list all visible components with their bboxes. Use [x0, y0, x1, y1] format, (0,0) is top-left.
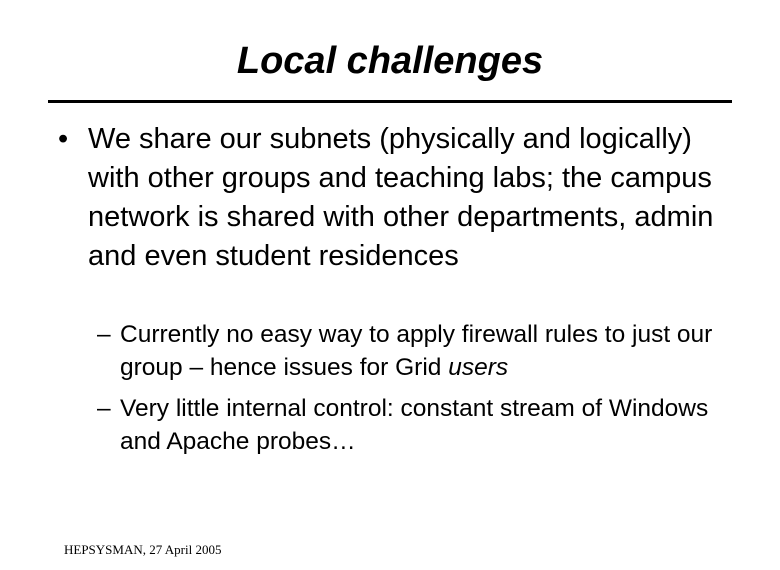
bullet-marker: • — [58, 123, 69, 155]
main-bullet-text: We share our subnets (physically and logically) with other groups and teaching labs; the campus network is shared with other departments, admin and even student residences — [88, 123, 714, 272]
sub-bullet-text-plain: Currently no easy way to apply firewall rules to just our group – hence issues for Grid — [120, 321, 713, 381]
sub-bullet-text: Very little internal control: constant stream of Windows and Apache probes… — [120, 395, 709, 455]
sub-bullet-marker: – — [97, 321, 111, 348]
slide-footer: HEPSYSMAN, 27 April 2005 — [64, 542, 222, 557]
title-divider — [48, 100, 732, 103]
sub-bullet-text — [120, 318, 730, 384]
sub-bullet-text-emphasis: users — [448, 354, 509, 381]
sub-bullet-marker: – — [97, 395, 111, 422]
slide-title: Local challenges — [236, 40, 544, 82]
